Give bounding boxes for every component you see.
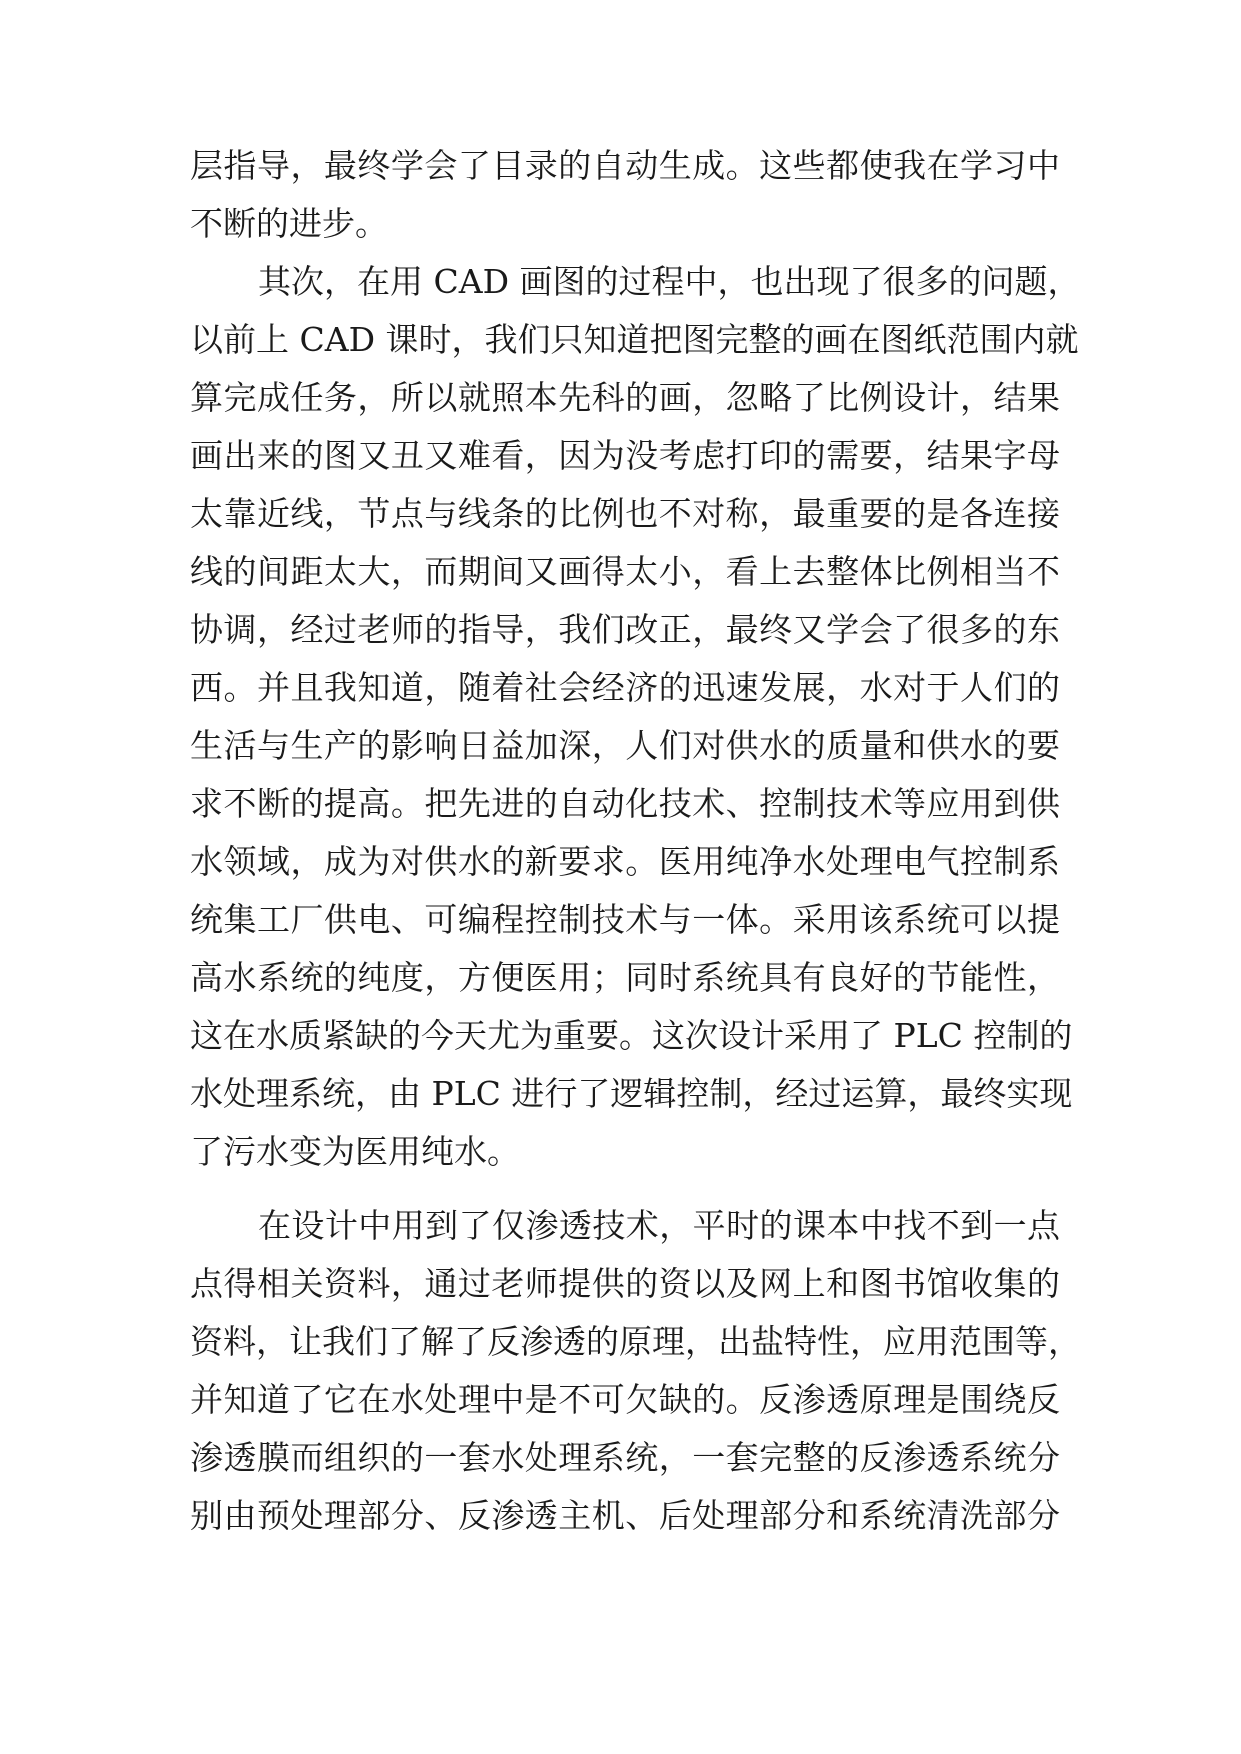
text-line: 画出来的图又丑又难看，因为没考虑打印的需要，结果字母 (190, 436, 1060, 475)
text-line: 西。并且我知道，随着社会经济的迅速发展，水对于人们的 (190, 668, 1060, 707)
text-line: 了污水变为医用纯水。 (190, 1132, 520, 1171)
text-line: 以前上 CAD 课时，我们只知道把图完整的画在图纸范围内就 (190, 320, 1079, 359)
text-line: 并知道了它在水处理中是不可欠缺的。反渗透原理是围绕反 (190, 1380, 1060, 1419)
text-line: 高水系统的纯度，方便医用；同时系统具有良好的节能性， (190, 958, 1060, 997)
text-line: 层指导，最终学会了目录的自动生成。这些都使我在学习中 (190, 146, 1060, 185)
text-line: 不断的进步。 (190, 204, 388, 243)
text-line: 别由预处理部分、反渗透主机、后处理部分和系统清洗部分 (190, 1496, 1060, 1535)
text-line: 生活与生产的影响日益加深，人们对供水的质量和供水的要 (190, 726, 1060, 765)
text-line: 算完成任务，所以就照本先科的画，忽略了比例设计，结果 (190, 378, 1060, 417)
text-line: 水处理系统，由 PLC 进行了逻辑控制，经过运算，最终实现 (190, 1074, 1073, 1113)
text-line: 线的间距太大，而期间又画得太小，看上去整体比例相当不 (190, 552, 1060, 591)
text-line: 渗透膜而组织的一套水处理系统，一套完整的反渗透系统分 (190, 1438, 1060, 1477)
text-line: 水领域，成为对供水的新要求。医用纯净水处理电气控制系 (190, 842, 1060, 881)
text-line: 在设计中用到了仅渗透技术，平时的课本中找不到一点 (258, 1206, 1060, 1245)
text-line: 求不断的提高。把先进的自动化技术、控制技术等应用到供 (190, 784, 1060, 823)
text-line: 这在水质紧缺的今天尤为重要。这次设计采用了 PLC 控制的 (190, 1016, 1073, 1055)
text-line: 太靠近线，节点与线条的比例也不对称，最重要的是各连接 (190, 494, 1060, 533)
text-line: 点得相关资料，通过老师提供的资以及网上和图书馆收集的 (190, 1264, 1060, 1303)
text-line: 资料，让我们了解了反渗透的原理，出盐特性，应用范围等， (190, 1322, 1081, 1361)
text-line: 其次，在用 CAD 画图的过程中，也出现了很多的问题， (258, 262, 1081, 301)
text-line: 协调，经过老师的指导，我们改正，最终又学会了很多的东 (190, 610, 1060, 649)
text-line: 统集工厂供电、可编程控制技术与一体。采用该系统可以提 (190, 900, 1060, 939)
